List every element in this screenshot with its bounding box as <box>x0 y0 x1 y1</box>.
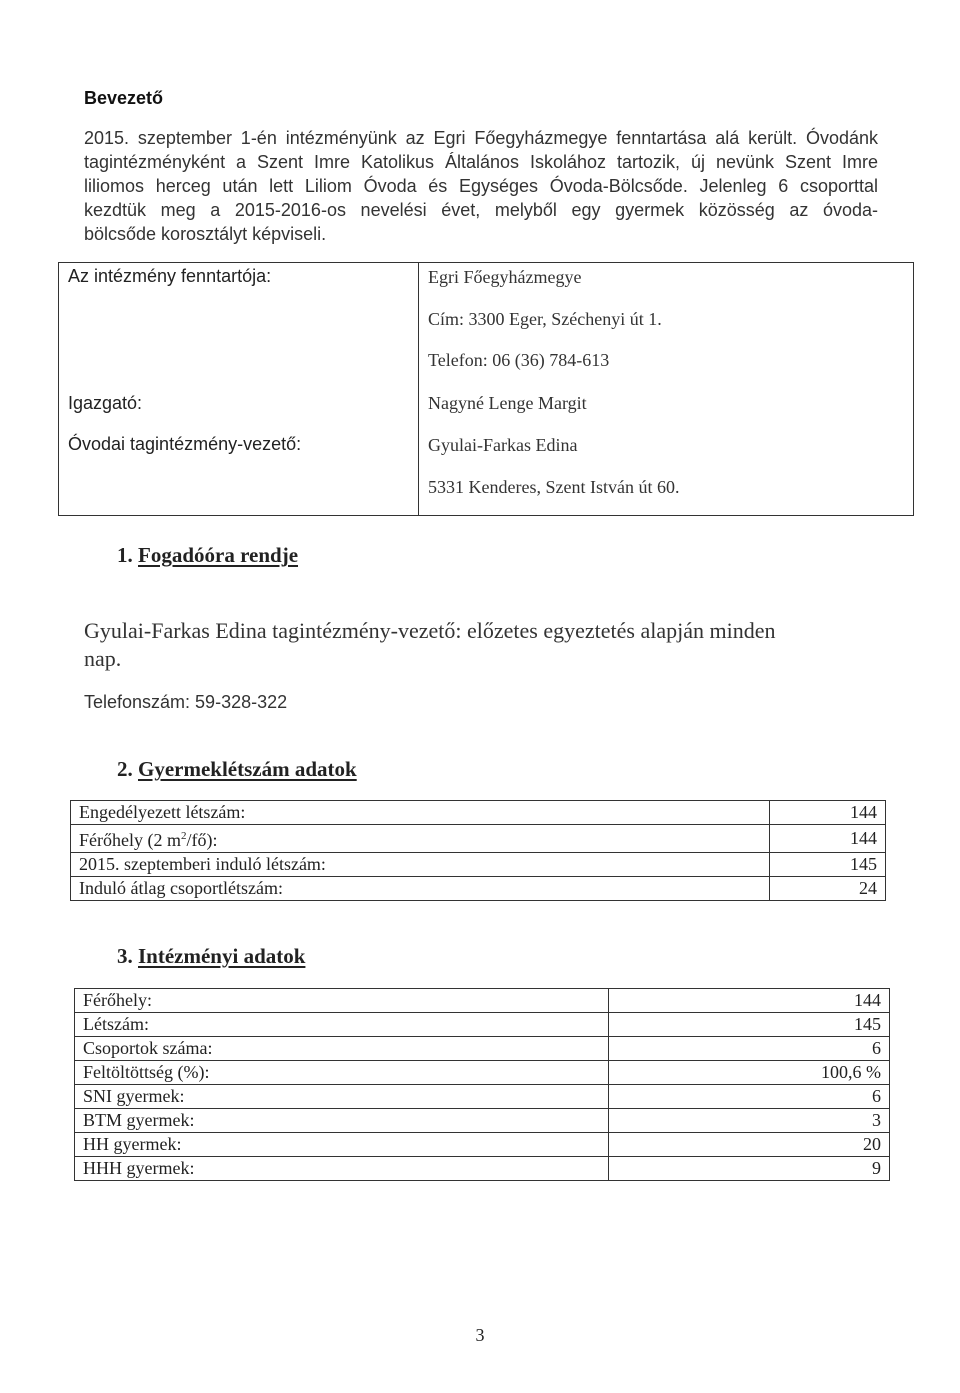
table-row <box>71 801 886 825</box>
row-label: HH gyermek: <box>75 1133 609 1157</box>
label-part: Férőhely (2 m <box>79 830 181 850</box>
section1-phone: Telefonszám: 59-328-322 <box>84 692 288 712</box>
row-label: BTM gyermek: <box>75 1109 609 1133</box>
fenntarto-phone: Telefon: 06 (36) 784-613 <box>428 350 610 370</box>
intro-line: kezdtük meg a 2015-2016-os nevelési évet, melyből egy gyermek közösség az óvoda- <box>84 200 878 220</box>
label-superscript: 2 <box>180 830 187 842</box>
row-label: Csoportok száma: <box>75 1037 609 1061</box>
vezeto-address: 5331 Kenderes, Szent István út 60. <box>428 477 680 497</box>
fenntarto-name: Egri Főegyházmegye <box>428 267 582 287</box>
table-row <box>75 1013 890 1037</box>
fenntarto-label: Az intézmény fenntartója: <box>68 266 272 286</box>
row-value: 145 <box>769 853 885 877</box>
section1-text-line1: Gyulai-Farkas Edina tagintézmény-vezető: előzetes egyeztetés alapján minden <box>84 618 776 643</box>
table-row <box>75 1061 890 1085</box>
section1-number: 1. <box>117 543 133 567</box>
row-value: 145 <box>609 1013 890 1037</box>
igazgato-label: Igazgató: <box>68 393 143 413</box>
table-row <box>75 989 890 1013</box>
table-row <box>71 825 886 853</box>
info-box-divider <box>418 262 419 516</box>
page-number: 3 <box>475 1325 485 1345</box>
section1-text-line2: nap. <box>84 646 122 671</box>
children-count-table <box>70 800 886 901</box>
table-row <box>75 1109 890 1133</box>
vezeto-name: Gyulai-Farkas Edina <box>428 435 578 455</box>
label-part: /fő): <box>186 830 218 850</box>
vezeto-label: Óvodai tagintézmény-vezető: <box>68 434 302 454</box>
intro-line: tagintézményként a Szent Imre Katolikus Általános Iskolához tartozik, új nevünk Szent Imre <box>84 152 878 172</box>
row-value: 6 <box>609 1085 890 1109</box>
table-row <box>71 877 886 901</box>
row-value: 20 <box>609 1133 890 1157</box>
section3-title: Intézményi adatok <box>138 944 306 968</box>
row-label: Férőhely: <box>75 989 609 1013</box>
row-label: Engedélyezett létszám: <box>71 801 770 825</box>
institution-data-table <box>74 988 890 1181</box>
intro-paragraph <box>84 126 878 246</box>
section1-heading <box>117 543 298 568</box>
table-row <box>75 1085 890 1109</box>
row-label <box>71 825 770 853</box>
row-value: 100,6 % <box>609 1061 890 1085</box>
row-value: 144 <box>609 989 890 1013</box>
table-row <box>75 1157 890 1181</box>
table-row <box>71 853 886 877</box>
row-value: 144 <box>769 801 885 825</box>
fenntarto-address: Cím: 3300 Eger, Széchenyi út 1. <box>428 309 662 329</box>
section3-number: 3. <box>117 944 133 968</box>
row-value: 3 <box>609 1109 890 1133</box>
section1-title: Fogadóóra rendje <box>138 543 299 567</box>
row-value: 24 <box>769 877 885 901</box>
row-label: Létszám: <box>75 1013 609 1037</box>
table-row <box>75 1037 890 1061</box>
row-label: Induló átlag csoportlétszám: <box>71 877 770 901</box>
row-label: HHH gyermek: <box>75 1157 609 1181</box>
section2-title: Gyermeklétszám adatok <box>138 757 357 781</box>
intro-line: liliomos herceg után lett Liliom Óvoda és Egységes Óvoda-Bölcsőde. Jelenleg 6 csoporttal <box>84 176 878 196</box>
row-value: 6 <box>609 1037 890 1061</box>
row-label: SNI gyermek: <box>75 1085 609 1109</box>
section2-heading <box>117 757 357 782</box>
table-row <box>75 1133 890 1157</box>
row-label: 2015. szeptemberi induló létszám: <box>71 853 770 877</box>
section3-heading <box>117 944 305 969</box>
row-value: 9 <box>609 1157 890 1181</box>
intro-line: 2015. szeptember 1-én intézményünk az Egri Főegyházmegye fenntartása alá került. Óvodánk <box>84 128 878 148</box>
intro-line: bölcsőde korosztályt képviseli. <box>84 224 327 244</box>
row-label: Feltöltöttség (%): <box>75 1061 609 1085</box>
intro-heading: Bevezető <box>84 88 164 108</box>
section2-number: 2. <box>117 757 133 781</box>
igazgato-name: Nagyné Lenge Margit <box>428 393 587 413</box>
row-value: 144 <box>769 825 885 853</box>
